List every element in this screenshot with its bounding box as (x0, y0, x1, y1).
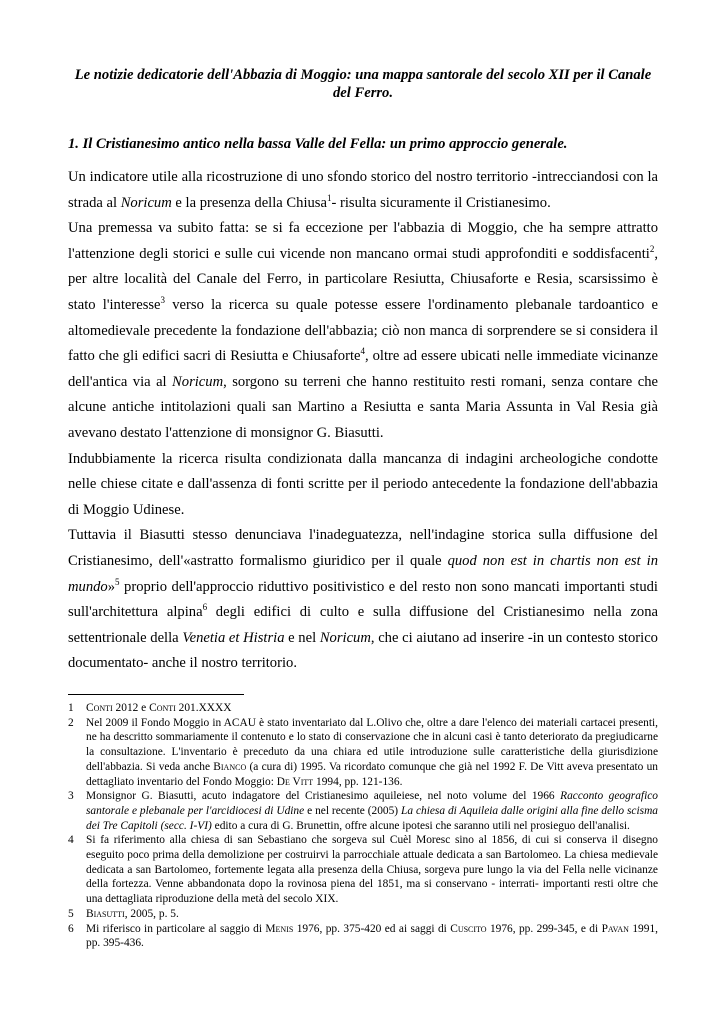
text-run: , per altre località del Canale del Ferro, in particolare Resiutta, Chiusaforte e Resia, scarsissimo è stato l'interesse (68, 245, 658, 313)
footnotes (68, 701, 658, 951)
body-text (68, 165, 658, 677)
author-name: Cuscito (450, 922, 487, 935)
footnote-4 (68, 833, 658, 907)
text-run: verso la ricerca su quale potesse essere l'ordinamento plebanale tardoantico e altomedievale precedente la fondazione dell'abbazia; ciò non manca di sorprendere se si considera il fatto che gli edifici sacri di Resiutta e Chiusaforte (68, 296, 659, 365)
text-run: e la presenza della Chiusa (171, 194, 327, 211)
text-run: 201.XXXX (175, 702, 232, 714)
text-run: Un indicatore utile alla ricostruzione di uno sfondo storico del nostro territorio -intrecciandosi con la strada al (68, 169, 658, 211)
footnote-ref-3[interactable]: 3 (160, 295, 166, 306)
footnote-1 (68, 701, 658, 716)
text-run: Mi riferisco in particolare al saggio di (86, 922, 266, 935)
footnote-text (86, 716, 658, 790)
footnote-ref-5[interactable]: 5 (115, 576, 120, 587)
footnote-2 (68, 716, 658, 790)
footnote-ref-6[interactable]: 6 (202, 602, 208, 613)
text-run: 1991, pp. 395-436. (86, 922, 658, 950)
text-run: 1976, pp. 375-420 ed ai saggi di (293, 922, 451, 935)
footnote-text (86, 701, 658, 716)
footnote-number: 2 (68, 716, 74, 729)
paragraph-2 (68, 216, 658, 446)
text-run: proprio dell'approccio riduttivo positivistico e del resto non sono mancati importanti studi sull'architettura alpina (68, 578, 658, 621)
author-name: De Vitt (276, 775, 314, 788)
italic-term: Noricum (319, 629, 371, 646)
text-run: 2012 e (112, 702, 150, 714)
text-run: (a cura di) 1995. Va ricordato comunque che già nel 1992 F. De Vitt aveva presentato un dettagliato inventario del Fondo Moggio: (86, 760, 658, 788)
text-run: Tuttavia il Biasutti stesso denunciava l'inadeguatezza, nell'indagine storica sulla diffusione del Cristianesimo, dell'«astratto formalismo giuridico per il quale (68, 527, 658, 569)
italic-quote: quod non est in chartis non est in mundo (68, 552, 658, 595)
author-name: Conti (149, 702, 176, 714)
text-run: Monsignor G. Biasutti, acuto indagatore del Cristianesimo aquileiese, nel noto volume del 1966 (86, 790, 561, 803)
text-run: , che ci aiutano ad inserire -in un contesto storico documentato- anche il nostro territorio. (68, 629, 658, 672)
footnote-text (86, 789, 658, 833)
text-run: e nel (284, 629, 320, 646)
footnote-ref-2[interactable]: 2 (649, 243, 655, 254)
footnote-ref-4[interactable]: 4 (360, 346, 365, 357)
text-run: , sorgono su terreni che hanno restituito resti romani, senza contare che alcune antiche intitolazioni quali san Martino a Resiutta e santa Maria Assunta in Val Resia già avevano destato l'attenzione di monsignor G. Biasutti. (68, 373, 658, 441)
footnote-6 (68, 922, 658, 951)
text-run: , oltre ad essere ubicati nelle immediate vicinanze dell'antica via al (68, 348, 658, 390)
section-heading: 1. Il Cristianesimo antico nella bassa Valle del Fella: un primo approccio generale. (68, 136, 568, 152)
author-name: Bianco (213, 760, 247, 773)
footnote-separator (68, 694, 244, 695)
footnote-5 (68, 907, 658, 922)
author-name: Pavan (601, 922, 629, 935)
text-run: , 2005, p. 5. (124, 907, 179, 920)
text-run: 1976, pp. 299-345, e di (486, 922, 602, 935)
footnote-number: 6 (68, 922, 74, 935)
italic-term: Venetia et Histria (182, 629, 285, 646)
text-run: - risulta sicuramente il Cristianesimo. (331, 194, 551, 211)
book-title: Racconto geografico santorale e plebanale per l'arcidiocesi di Udine (86, 790, 658, 817)
text-run: e nel recente (2005) (304, 804, 401, 817)
paragraph-4 (68, 523, 658, 677)
document-title: Le notizie dedicatorie dell'Abbazia di Moggio: una mappa santorale del secolo XII per il Canale del Ferro. (74, 67, 652, 101)
italic-term: Noricum (120, 194, 172, 211)
footnote-text (86, 907, 658, 922)
footnote-number: 4 (68, 834, 74, 847)
footnote-ref-1[interactable]: 1 (326, 192, 332, 203)
paragraph-3: Indubbiamente la ricerca risulta condizionata dalla mancanza di indagini archeologiche condotte nelle chiese citate e dall'assenza di fonti scritte per il periodo antecedente la fondazione dell'abbazia di Moggio Udinese. (68, 450, 658, 518)
text-run: degli edifici di culto e sulla diffusione del Cristianesimo nella zona settentrionale della (68, 604, 658, 646)
book-title: La chiesa di Aquileia dalle origini alla fine dello scisma dei Tre Capitoli (secc. I-VI) (86, 804, 658, 832)
italic-term: Noricum (172, 373, 224, 390)
paragraph-1 (68, 165, 658, 216)
footnote-3 (68, 789, 658, 833)
author-name: Biasutti (86, 907, 125, 920)
footnote-number: 5 (68, 907, 74, 920)
footnote-text: Si fa riferimento alla chiesa di san Sebastiano che sorgeva sul Cuèl Moresc sino al 1856, di cui si conserva il disegno eseguito poco prima della demolizione per costruirvi la parrocchiale attuale dedicata a san Bartolomeo. La chiesa medievale dedicata a san Bartolomeo, fortemente legata alla presenza della Chiusa, sorgeva pure lungo la via del Fella nelle vicinanze della fortezza. Venne abbandonata dopo la rovinosa piena del 1851, ma si conservano - interrati- importanti resti oltre che una dettagliata riproduzione della metà del secolo XIX. (86, 834, 658, 906)
text-run: Nel 2009 il Fondo Moggio in ACAU è stato inventariato dal L.Olivo che, oltre a dare l'elenco dei materiali cartacei presenti, ne ha descritto sommariamente il contenuto e lo stato di conservazione che in alcuni casi è tanto deteriorato da pregiudicarne la consultazione. L'inventario è preceduto da una chiara ed utile introduzione sulle caratteristiche della giurisdizione dell'abbazia. Si veda anche (86, 716, 658, 773)
text-run: edito a cura di G. Brunettin, offre alcune ipotesi che saranno utili nel prosieguo dell'analisi. (211, 819, 630, 832)
footnote-number: 3 (68, 790, 74, 803)
author-name: Conti (86, 702, 113, 714)
footnote-number: 1 (68, 702, 74, 714)
text-run: Una premessa va subito fatta: se si fa eccezione per l'abbazia di Moggio, che ha sempre attratto l'attenzione degli storici e sulle cui vicende non mancano ormai studi approfonditi e soddisfacenti (68, 220, 658, 262)
text-run: » (107, 578, 116, 595)
text-run: 1994, pp. 121-136. (313, 775, 403, 788)
footnote-text (86, 922, 658, 951)
author-name: Menis (265, 922, 294, 935)
